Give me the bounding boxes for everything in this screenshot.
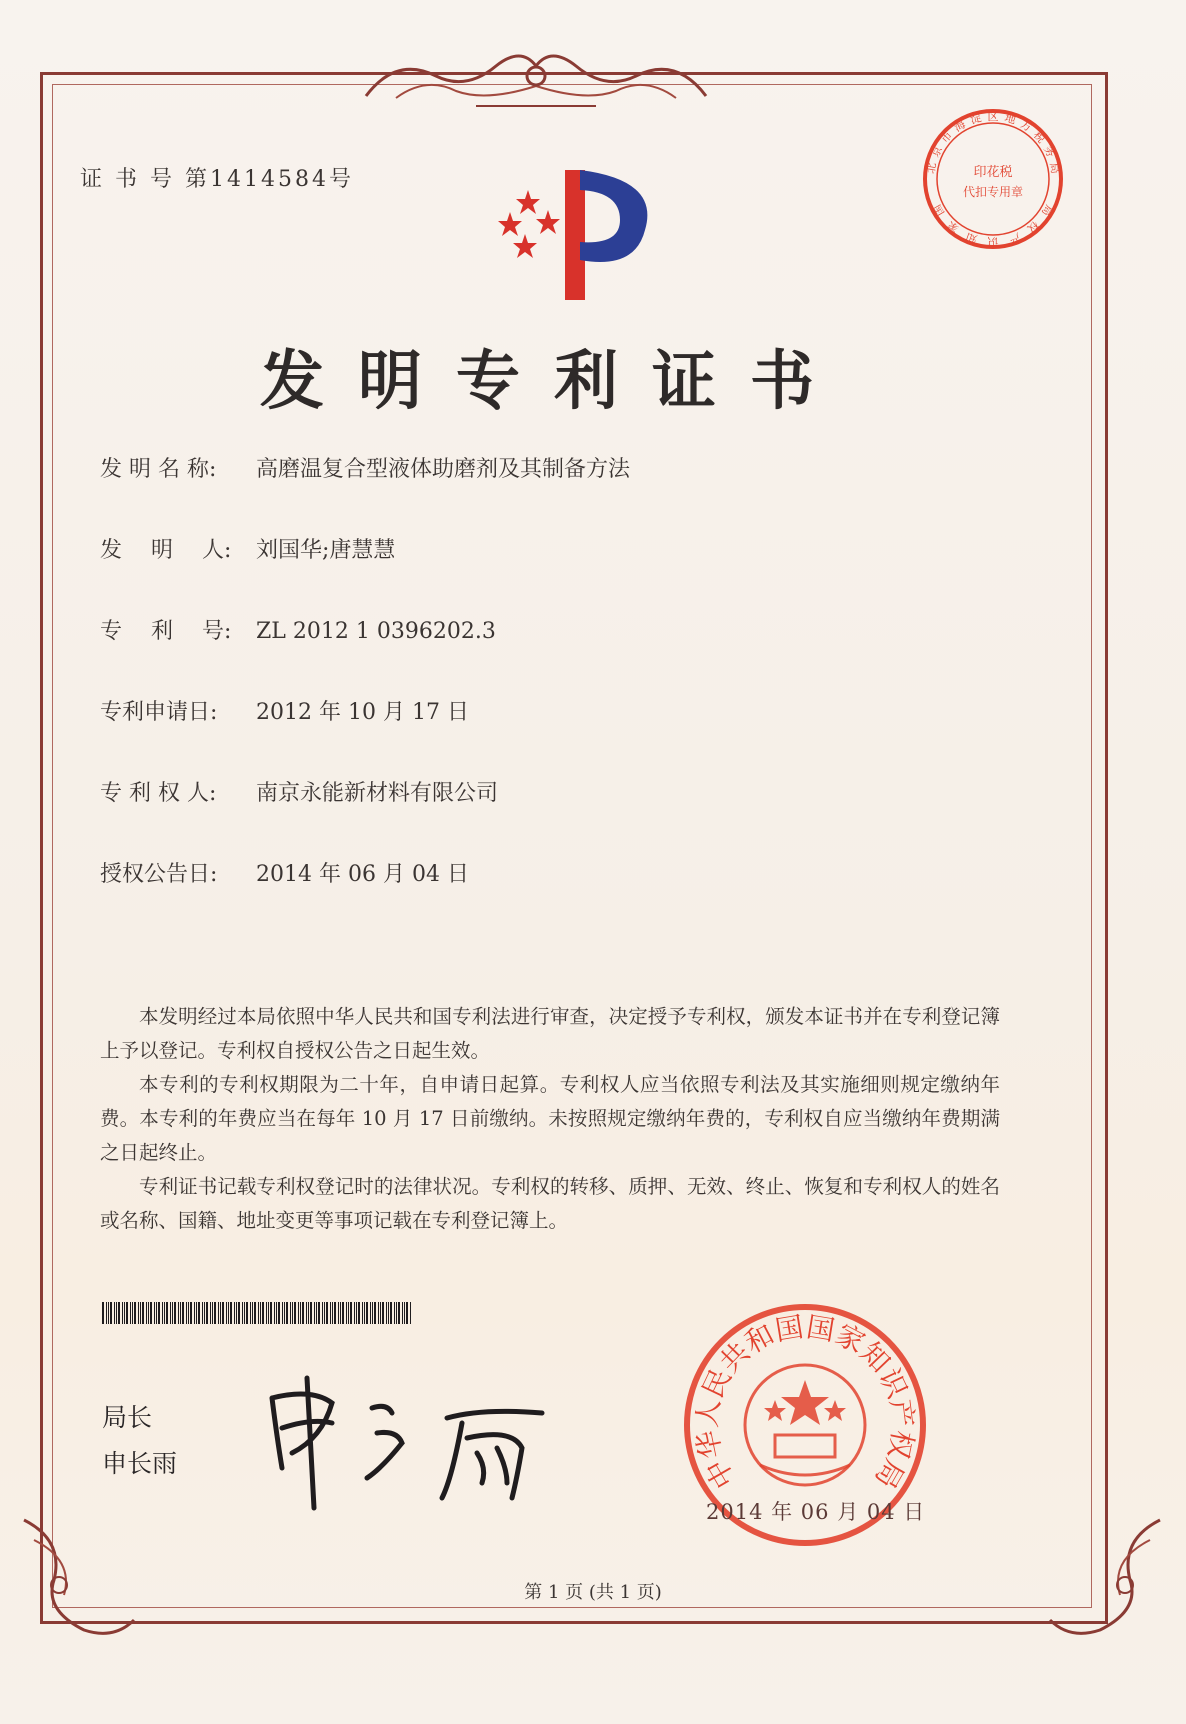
barcode-bar	[310, 1302, 312, 1324]
tax-stamp-text-char: 区	[987, 110, 999, 123]
field-invention-name	[100, 452, 630, 483]
barcode-bar	[382, 1302, 384, 1324]
barcode-bar	[402, 1302, 403, 1324]
barcode-bar	[250, 1302, 251, 1324]
field-value: ZL 2012 1 0396202.3	[256, 619, 496, 644]
barcode-bar	[354, 1302, 355, 1324]
field-value: 2012 年 10 月 17 日	[256, 700, 469, 725]
barcode-bar	[212, 1302, 213, 1324]
seal-text-char: 国	[772, 1310, 806, 1348]
barcode-bar	[108, 1302, 109, 1324]
barcode-bar	[260, 1302, 261, 1324]
barcode-bar	[118, 1302, 120, 1324]
tax-stamp-center-line2: 代扣专用章	[962, 185, 1024, 199]
director-title: 局长	[102, 1403, 153, 1432]
barcode-bar	[372, 1302, 373, 1324]
barcode-bar	[126, 1302, 128, 1324]
barcode-bar	[282, 1302, 283, 1324]
seal-text-char: 人	[690, 1397, 727, 1430]
barcode-bar	[204, 1302, 205, 1324]
director-signature	[262, 1358, 582, 1518]
barcode-bar	[106, 1302, 107, 1324]
barcode-bar	[404, 1302, 405, 1324]
barcode-bar	[154, 1302, 155, 1324]
barcode-bar	[334, 1302, 336, 1324]
barcode-bar	[276, 1302, 277, 1324]
barcode-bar	[330, 1302, 331, 1324]
seal-text-char: 民	[696, 1363, 738, 1403]
barcode-bar	[236, 1302, 237, 1324]
barcode-bar	[252, 1302, 253, 1324]
statement-paragraph: 本发明经过本局依照中华人民共和国专利法进行审查，决定授予专利权，颁发本证书并在专利登记簿上予以登记。专利权自授权公告之日起生效。	[100, 1005, 1000, 1062]
barcode-bar	[358, 1302, 360, 1324]
barcode-bar	[286, 1302, 288, 1324]
page-number: 第 1 页 (共 1 页)	[524, 1582, 662, 1603]
seal-text-char: 国	[804, 1310, 838, 1348]
barcode-bar	[180, 1302, 181, 1324]
tax-stamp-bottom-char: 局	[1038, 202, 1056, 219]
field-grant-date	[100, 857, 469, 888]
barcode-bar	[194, 1302, 195, 1324]
seal-text-char: 识	[872, 1363, 914, 1403]
barcode-bar	[196, 1302, 197, 1324]
barcode-bar	[228, 1302, 229, 1324]
barcode-bar	[244, 1302, 245, 1324]
barcode-bar	[324, 1302, 325, 1324]
seal-text-char: 知	[853, 1335, 897, 1379]
barcode-bar	[298, 1302, 299, 1324]
barcode-bar	[116, 1302, 117, 1324]
barcode-bar	[262, 1302, 264, 1324]
barcode-bar	[222, 1302, 224, 1324]
statement-paragraph: 本专利的专利权期限为二十年，自申请日起算。专利权人应当依照专利法及其实施细则规定缴纳年费。本专利的年费应当在每年 10 月 17 日前缴纳。未按照规定缴纳年费的，专利权自应当缴纳年费期满之日起终止。	[100, 1073, 1000, 1164]
barcode-bar	[366, 1302, 368, 1324]
field-patentee	[100, 776, 498, 807]
tax-stamp-text-char: 海	[951, 117, 968, 135]
barcode-bar	[174, 1302, 176, 1324]
barcode-bar	[156, 1302, 157, 1324]
tax-stamp-text-char: 淀	[968, 111, 983, 127]
barcode-bar	[268, 1302, 269, 1324]
barcode-bar	[138, 1302, 139, 1324]
barcode-bar	[340, 1302, 341, 1324]
barcode-bar	[164, 1302, 165, 1324]
tax-stamp-bottom-char: 权	[1024, 218, 1042, 236]
barcode-bar	[132, 1302, 133, 1324]
bottom-left-ornament	[4, 1500, 154, 1650]
barcode-bar	[314, 1302, 315, 1324]
barcode-bar	[124, 1302, 125, 1324]
field-label: 专利申请日:	[100, 700, 218, 725]
seal-text-char: 和	[739, 1317, 780, 1360]
barcode-bar	[202, 1302, 203, 1324]
barcode-bar	[166, 1302, 168, 1324]
barcode-bar	[130, 1302, 131, 1324]
barcode-bar	[386, 1302, 387, 1324]
barcode-bar	[326, 1302, 328, 1324]
certificate-statement	[100, 1000, 1000, 1238]
barcode-bar	[390, 1302, 392, 1324]
tax-stamp-text-char: 方	[1018, 117, 1035, 135]
seal-text-char: 产	[883, 1397, 920, 1430]
barcode-bar	[300, 1302, 301, 1324]
barcode-bar	[278, 1302, 280, 1324]
barcode-bar	[396, 1302, 397, 1324]
patent-office-emblem	[470, 150, 670, 310]
seal-date: 2014 年 06 月 04 日	[706, 1500, 926, 1524]
barcode-bar	[102, 1302, 104, 1324]
barcode-bar	[198, 1302, 200, 1324]
barcode-bar	[148, 1302, 149, 1324]
barcode-bar	[190, 1302, 192, 1324]
barcode-bar	[170, 1302, 171, 1324]
director-name: 申长雨	[102, 1449, 178, 1478]
field-label: 授权公告日:	[100, 862, 218, 887]
barcode-bar	[158, 1302, 160, 1324]
barcode-bar	[362, 1302, 363, 1324]
barcode-bar	[242, 1302, 243, 1324]
tax-stamp-center-line1: 印花税	[973, 165, 1013, 180]
tax-stamp-text-char: 务	[1040, 143, 1058, 160]
barcode-bar	[266, 1302, 267, 1324]
barcode-bar	[378, 1302, 379, 1324]
barcode-bar	[364, 1302, 365, 1324]
field-label: 发 明 名 称:	[100, 457, 217, 482]
tax-stamp-bottom-char: 家	[944, 218, 962, 236]
field-label: 专 利 权 人:	[100, 781, 217, 806]
barcode-bar	[346, 1302, 347, 1324]
barcode-bar	[238, 1302, 240, 1324]
barcode-bar	[302, 1302, 304, 1324]
statement-paragraph: 专利证书记载专利权登记时的法律状况。专利权的转移、质押、无效、终止、恢复和专利权人的姓名或名称、国籍、地址变更等事项记载在专利登记簿上。	[100, 1175, 1000, 1232]
barcode-bar	[220, 1302, 221, 1324]
barcode-bar	[142, 1302, 144, 1324]
barcode-bar	[210, 1302, 211, 1324]
field-value: 高磨温复合型液体助磨剂及其制备方法	[256, 457, 631, 482]
tax-stamp-text-char: 北	[924, 161, 939, 175]
barcode-bar	[388, 1302, 389, 1324]
barcode-bar	[350, 1302, 352, 1324]
barcode-bar	[342, 1302, 344, 1324]
barcode-bar	[140, 1302, 141, 1324]
barcode-bar	[380, 1302, 381, 1324]
barcode-bar	[316, 1302, 317, 1324]
barcode-bar	[306, 1302, 307, 1324]
barcode-bar	[246, 1302, 248, 1324]
seal-text-char: 中	[699, 1453, 742, 1495]
barcode-bar	[178, 1302, 179, 1324]
barcode-bar	[234, 1302, 235, 1324]
barcode-bar	[230, 1302, 232, 1324]
field-patent-number	[100, 614, 496, 645]
barcode-bar	[150, 1302, 152, 1324]
barcode	[102, 1302, 414, 1324]
barcode-bar	[122, 1302, 123, 1324]
certificate-number: 证 书 号 第1414584号	[80, 167, 354, 192]
field-application-date	[100, 695, 469, 726]
barcode-bar	[370, 1302, 371, 1324]
barcode-bar	[274, 1302, 275, 1324]
seal-text-char: 家	[830, 1317, 871, 1360]
seal-text-char: 局	[868, 1453, 911, 1495]
barcode-bar	[284, 1302, 285, 1324]
barcode-bar	[348, 1302, 349, 1324]
field-value: 刘国华;唐慧慧	[256, 538, 396, 563]
barcode-bar	[374, 1302, 376, 1324]
barcode-bar	[338, 1302, 339, 1324]
field-value: 南京永能新材料有限公司	[256, 781, 499, 806]
barcode-bar	[308, 1302, 309, 1324]
barcode-bar	[226, 1302, 227, 1324]
barcode-bar	[214, 1302, 216, 1324]
tax-stamp-text-char: 局	[1047, 161, 1062, 175]
barcode-bar	[218, 1302, 219, 1324]
tax-stamp-text-char: 市	[938, 128, 956, 146]
top-ornament	[356, 36, 716, 116]
field-inventors	[100, 533, 395, 564]
tax-stamp-text-char: 税	[1030, 128, 1048, 146]
tax-stamp-bottom-char: 知	[964, 229, 980, 246]
barcode-bar	[356, 1302, 357, 1324]
barcode-bar	[134, 1302, 136, 1324]
seal-text-char: 权	[881, 1427, 920, 1462]
barcode-bar	[292, 1302, 293, 1324]
barcode-bar	[294, 1302, 296, 1324]
tax-stamp-text-char: 京	[928, 143, 946, 160]
barcode-bar	[182, 1302, 184, 1324]
tax-stamp	[918, 104, 1068, 254]
barcode-bar	[332, 1302, 333, 1324]
bottom-right-ornament	[1030, 1500, 1180, 1650]
barcode-bar	[394, 1302, 395, 1324]
barcode-bar	[186, 1302, 187, 1324]
field-label: 专 利 号:	[100, 619, 232, 644]
barcode-bar	[206, 1302, 208, 1324]
tax-stamp-bottom-char: 识	[987, 235, 999, 248]
seal-text-char: 共	[713, 1335, 757, 1379]
barcode-bar	[114, 1302, 115, 1324]
barcode-bar	[410, 1302, 411, 1324]
tax-stamp-bottom-char: 国	[930, 202, 948, 219]
barcode-bar	[322, 1302, 323, 1324]
certificate-title: 发明专利证书	[260, 345, 848, 419]
barcode-bar	[290, 1302, 291, 1324]
barcode-bar	[146, 1302, 147, 1324]
barcode-bar	[188, 1302, 189, 1324]
barcode-bar	[270, 1302, 272, 1324]
barcode-bar	[162, 1302, 163, 1324]
barcode-bar	[172, 1302, 173, 1324]
barcode-bar	[254, 1302, 256, 1324]
barcode-bar	[398, 1302, 400, 1324]
barcode-bar	[406, 1302, 408, 1324]
field-value: 2014 年 06 月 04 日	[256, 862, 469, 887]
tax-stamp-text-char: 地	[1003, 111, 1018, 127]
seal-text-char: 华	[690, 1427, 729, 1462]
barcode-bar	[110, 1302, 112, 1324]
barcode-bar	[258, 1302, 259, 1324]
barcode-bar	[318, 1302, 320, 1324]
tax-stamp-bottom-char: 产	[1006, 229, 1022, 246]
field-label: 发 明 人:	[100, 538, 232, 563]
